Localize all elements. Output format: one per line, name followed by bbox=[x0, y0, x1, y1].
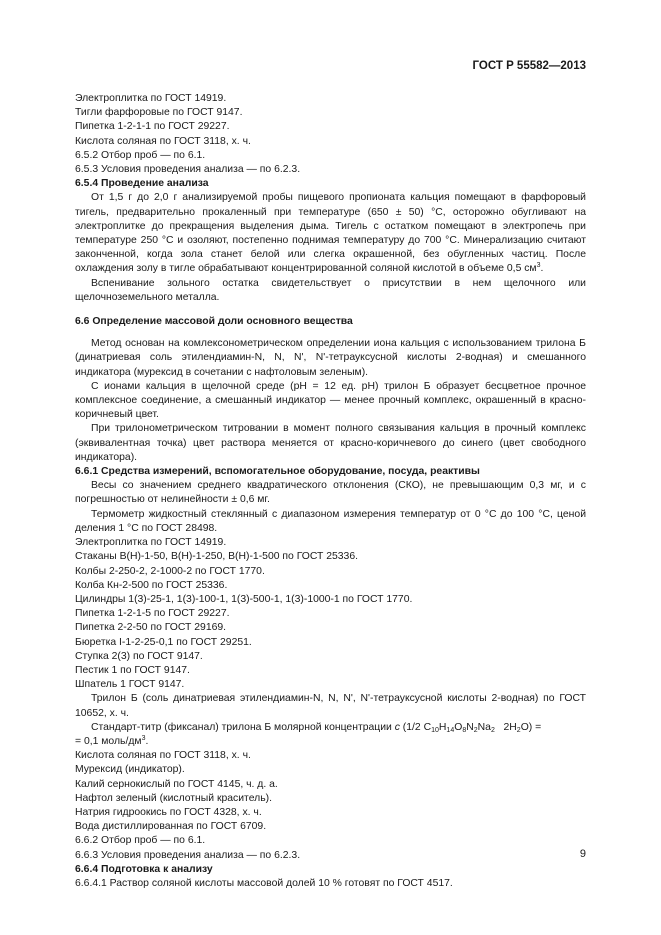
list-item: Бюретка I-1-2-25-0,1 по ГОСТ 29251. bbox=[75, 636, 252, 648]
paragraph: Весы со значением среднего квадратического отклонения (СКО), не превышающим 0,3 мг, и с погрешностью от нелинейности ± 0,6 мг. bbox=[75, 480, 586, 506]
list-item: Пестик 1 по ГОСТ 9147. bbox=[75, 664, 190, 676]
text-line: Электроплитка по ГОСТ 14919. bbox=[75, 93, 227, 104]
list-item: Цилиндры 1(3)-25-1, 1(3)-100-1, 1(3)-500-1, 1(3)-1000-1 по ГОСТ 1770. bbox=[75, 593, 413, 605]
list-item: Нафтол зеленый (кислотный краситель). bbox=[75, 792, 272, 804]
paragraph: 6.6.4.1 Раствор соляной кислоты массовой долей 10 % готовят по ГОСТ 4517. bbox=[75, 877, 453, 889]
section-heading: 6.6 Определение массовой доли основного вещества bbox=[75, 316, 353, 328]
section-heading: 6.5.4 Проведение анализа bbox=[75, 178, 209, 190]
paragraph: От 1,5 г до 2,0 г анализируемой пробы пищевого пропионата кальция помещают в фарфоровый тигель, предварительно прокаленный при температуре (650 ± 50) °С, осторожно обугливают на электроплитке до прекращения выделения дыма. Тигель с остатком помещают в электропечь при температуре 250 °С и озоляют, постепенно поднимая температуру до 700 °С. Минерализацию считают законченной, когда зола станет белой или слегка окрашенной, без обугленных частиц. После охлаждения золу в тигле обрабатывают концентрированной соляной кислотой в объеме 0,5 $см^3$. bbox=[75, 192, 586, 275]
formula-paragraph: Стандарт-титр (фиксанал) трилона Б молярной концентрации c (1/2 $C_{10}H_{14}O_8N_2Na_2$ $2H_2O$) = bbox=[91, 721, 542, 734]
list-item: Стаканы В(Н)-1-50, В(Н)-1-250, В(Н)-1-500 по ГОСТ 25336. bbox=[75, 551, 358, 563]
section-heading: 6.6.4 Подготовка к анализу bbox=[75, 863, 213, 875]
text-line: Пипетка 1-2-1-1 по ГОСТ 29227. bbox=[75, 121, 230, 133]
list-item: Калий сернокислый по ГОСТ 4145, ч. д. а. bbox=[75, 778, 278, 790]
paragraph: Термометр жидкостный стеклянный с диапазоном измерения температур от 0 °С до 100 °С, ценой деления 1 °С по ГОСТ 28498. bbox=[75, 508, 586, 534]
list-item: 6.6.2 Отбор проб — по 6.1. bbox=[75, 835, 206, 847]
paragraph: При трилонометрическом титровании в момент полного связывания кальция в прочный комплекс (эквивалентная точка) цвет раствора меняется от красно-коричневого до синего (цвет свободного индикатора). bbox=[75, 423, 586, 463]
list-item: Колбы 2-250-2, 2-1000-2 по ГОСТ 1770. bbox=[75, 565, 265, 577]
list-item: Колба Кн-2-500 по ГОСТ 25336. bbox=[75, 579, 228, 591]
section-heading: 6.6.1 Средства измерений, вспомогательное оборудование, посуда, реактивы bbox=[75, 466, 480, 478]
list-item: Ступка 2(3) по ГОСТ 9147. bbox=[75, 650, 203, 662]
page-number: 9 bbox=[579, 848, 586, 860]
text-line: 6.5.3 Условия проведения анализа — по 6.2.3. bbox=[75, 164, 301, 176]
paragraph: Вспенивание зольного остатка свидетельствует о присутствии в нем щелочного или щелочноземельного металла. bbox=[75, 277, 586, 303]
list-item: Мурексид (индикатор). bbox=[75, 764, 185, 776]
paragraph: С ионами кальция в щелочной среде (рН = 12 ед. рН) трилон Б образует бесцветное прочное комплексное соединение, а смешанный индикатор — менее прочный комплекс, окрашенный в красно-коричневый цвет. bbox=[75, 380, 586, 421]
paragraph: Метод основан на комлексонометрическом определении иона кальция с использованием трилона Б (динатриевая соль этилендиамин-N, N, N', N'-тетрауксусной кислоты 2-водная) и смешанного индикатора (мурексид в сочетании с нафтоловым зеленым). bbox=[75, 338, 586, 378]
list-item: Натрия гидроокись по ГОСТ 4328, х. ч. bbox=[75, 806, 262, 818]
formula-continuation: = 0,1 моль/$дм^3$. bbox=[75, 734, 149, 747]
document-header: ГОСТ Р 55582—2013 bbox=[472, 60, 586, 72]
list-item: Пипетка 1-2-1-5 по ГОСТ 29227. bbox=[75, 608, 230, 620]
list-item: Электроплитка по ГОСТ 14919. bbox=[75, 537, 227, 549]
text-line: Тигли фарфоровые по ГОСТ 9147. bbox=[75, 107, 243, 119]
list-item: Шпатель 1 ГОСТ 9147. bbox=[75, 679, 185, 691]
list-item: Пипетка 2-2-50 по ГОСТ 29169. bbox=[75, 622, 227, 634]
text-line: 6.5.2 Отбор проб — по 6.1. bbox=[75, 149, 206, 161]
document-body bbox=[75, 92, 586, 891]
list-item: Вода дистиллированная по ГОСТ 6709. bbox=[75, 821, 267, 833]
text-line: Кислота соляная по ГОСТ 3118, х. ч. bbox=[75, 135, 251, 147]
list-item: 6.6.3 Условия проведения анализа — по 6.2.3. bbox=[75, 849, 301, 861]
list-item: Кислота соляная по ГОСТ 3118, х. ч. bbox=[75, 750, 251, 762]
paragraph: Трилон Б (соль динатриевая этилендиамин-N, N, N', N'-тетрауксусной кислоты 2-водная) по ГОСТ 10652, х. ч. bbox=[75, 693, 586, 719]
